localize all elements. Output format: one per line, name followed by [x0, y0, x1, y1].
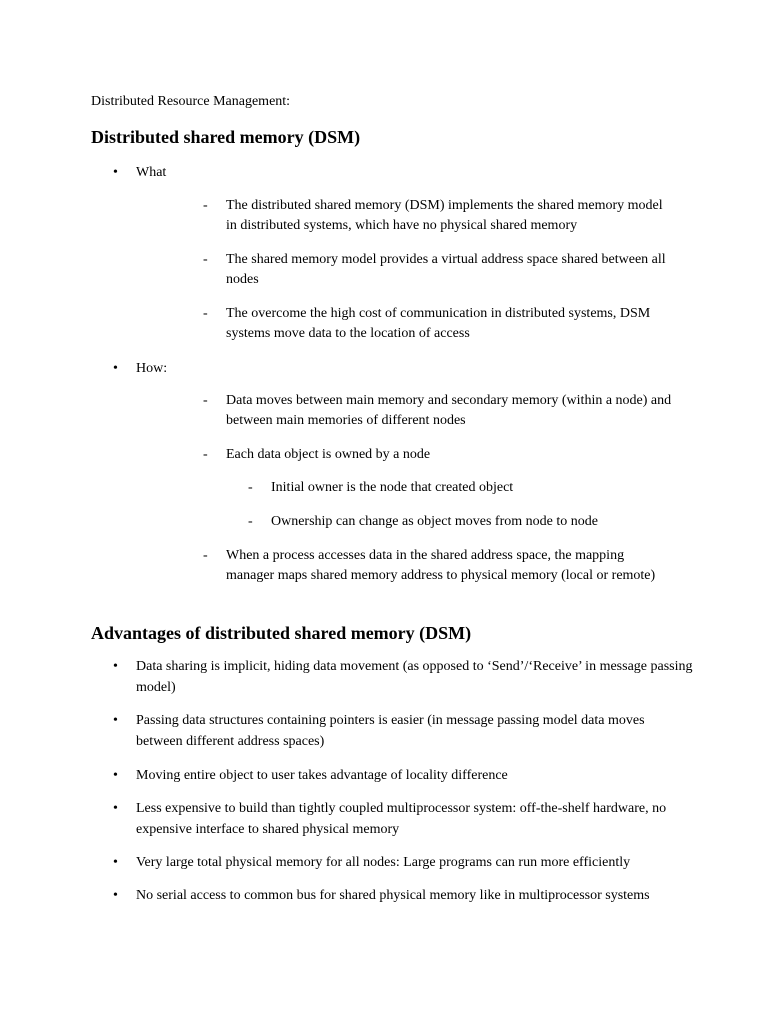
bullet-icon: • [113, 768, 118, 783]
dash-icon: - [203, 198, 208, 213]
bullet-icon: • [113, 165, 118, 180]
intro-line: Distributed Resource Management: [91, 94, 291, 109]
bullet-icon: • [113, 361, 118, 376]
bullet-icon: • [113, 713, 118, 728]
dash-icon: - [203, 252, 208, 267]
bullet-icon: • [113, 888, 118, 903]
bullet-icon: • [113, 855, 118, 870]
dash-icon: - [203, 306, 208, 321]
bullet-label: How: [136, 361, 168, 376]
dash-icon: - [203, 447, 208, 462]
bullet-icon: • [113, 801, 118, 816]
bullet-icon: • [113, 659, 118, 674]
bullet-label: What [136, 165, 167, 180]
dash-icon: - [248, 480, 253, 495]
dash-icon: - [203, 393, 208, 408]
document-page: Distributed Resource Management: Distributed shared memory (DSM) • What - The distributed shared memory (DSM) implements the shared memory model in distributed systems, which have no physical shared memory - The shared memory model provides a virtual address space shared between all nodes - The overcome the high cost of communication in distributed systems, DSM systems move data to the location of access • How: - Data moves between main memory and secondary memory (within a node) and between main memories of different nodes - Each data object is owned by a node - Initial owner is the node that created object - Ownership can change as object moves from node to node - When a process accesses data in the shared address space, the mapping manager maps shared memory address to physical memory (local or remote) Advantages of distributed shared memory (DSM) • Data sharing is implicit, hiding data movement (as opposed to ‘Send’/‘Receive’ in message passing model) • Passing data structures containing pointers is easier (in message passing model data moves between different address spaces) • Moving entire object to user takes advantage of locality difference • Less expensive to build than tightly coupled multiprocessor system: off-the-shelf hardware, no expensive interface to shared physical memory • Very large total physical memory for all nodes: Large programs can run more efficiently • No serial access to common bus for shared physical memory like in multiprocessor systems [0, 0, 768, 1024]
dash-icon: - [248, 514, 253, 529]
heading-dsm: Distributed shared memory (DSM) [91, 127, 361, 147]
dash-icon: - [203, 548, 208, 563]
heading-advantages: Advantages of distributed shared memory (DSM) [91, 623, 472, 643]
